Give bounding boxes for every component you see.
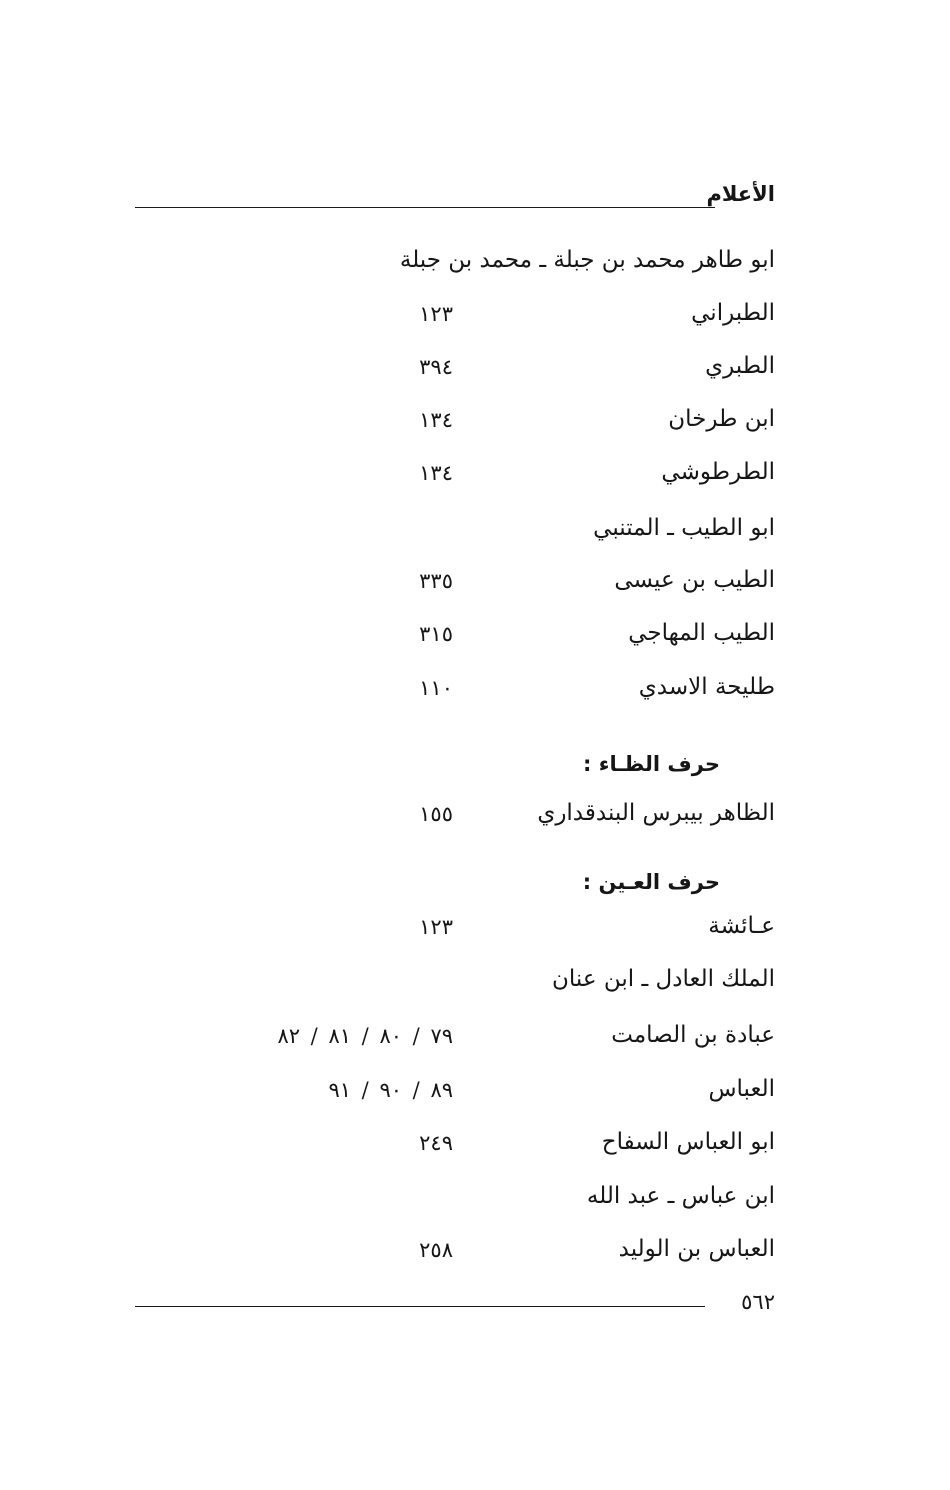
index-entry [120, 1129, 775, 1169]
entry-pages: ١٢٣ [419, 915, 453, 939]
header-rule [135, 207, 715, 208]
index-entry [120, 247, 775, 287]
entry-name: الطيب بن عيسى [614, 567, 775, 593]
entry-name: عبادة بن الصامت [611, 1022, 775, 1048]
index-entry [120, 567, 775, 607]
page-footer [135, 1290, 775, 1320]
entry-pages: ٧٩ / ٨٠ / ٨١ / ٨٢ [277, 1024, 453, 1048]
section-heading-zah [120, 752, 775, 792]
entry-name: العباس [708, 1076, 775, 1102]
entry-pages: ٢٤٩ [419, 1131, 453, 1155]
index-entry [120, 1183, 775, 1223]
entry-name: الطيب المهاجي [628, 620, 775, 646]
index-entry [120, 300, 775, 340]
entry-pages: ١٢٣ [419, 302, 453, 326]
page-number: ٥٦٢ [741, 1290, 775, 1314]
page-title: الأعلام [706, 182, 775, 206]
index-entry [120, 800, 775, 840]
index-entry [120, 406, 775, 446]
index-entry [120, 674, 775, 714]
entry-name: العباس بن الوليد [618, 1236, 775, 1262]
entry-name: ابن طرخان [668, 406, 775, 432]
entry-name: الطبراني [691, 300, 775, 326]
entry-name: الملك العادل ـ ابن عنان [552, 966, 775, 992]
entry-pages: ٨٩ / ٩٠ / ٩١ [328, 1078, 453, 1102]
entry-pages: ٢٥٨ [419, 1238, 453, 1262]
entry-name: الطرطوشي [661, 459, 775, 485]
entry-pages: ١٣٤ [419, 408, 453, 432]
index-entry [120, 1236, 775, 1276]
footer-rule [135, 1306, 705, 1307]
section-heading-ain [120, 870, 775, 910]
entry-name: ابو طاهر محمد بن جبلة ـ محمد بن جبلة [399, 247, 775, 273]
entry-pages: ١٥٥ [419, 802, 453, 826]
index-entry [120, 353, 775, 393]
entry-name: عـائشة [708, 913, 775, 939]
entry-name: ابو العباس السفاح [601, 1129, 775, 1155]
section-title: حرف الظـاء : [583, 752, 720, 776]
entry-pages: ١٣٤ [419, 461, 453, 485]
entry-name: طليحة الاسدي [638, 674, 775, 700]
page-header [135, 182, 775, 218]
index-entry [120, 913, 775, 953]
entry-pages: ١١٠ [419, 676, 453, 700]
index-entry [120, 620, 775, 660]
index-entry [120, 1022, 775, 1062]
entry-pages: ٣٩٤ [419, 355, 453, 379]
entry-pages: ٣٣٥ [419, 569, 453, 593]
entry-name: الطبري [705, 353, 775, 379]
entry-name: ابن عباس ـ عبد الله [586, 1183, 775, 1209]
entry-name: الظاهر بيبرس البندقداري [537, 800, 775, 826]
index-entry [120, 459, 775, 499]
entry-pages: ٣١٥ [419, 622, 453, 646]
index-entry [120, 515, 775, 555]
entry-name: ابو الطيب ـ المتنبي [593, 515, 775, 541]
section-title: حرف العـين : [582, 870, 720, 894]
index-entry [120, 966, 775, 1006]
index-entry [120, 1076, 775, 1116]
